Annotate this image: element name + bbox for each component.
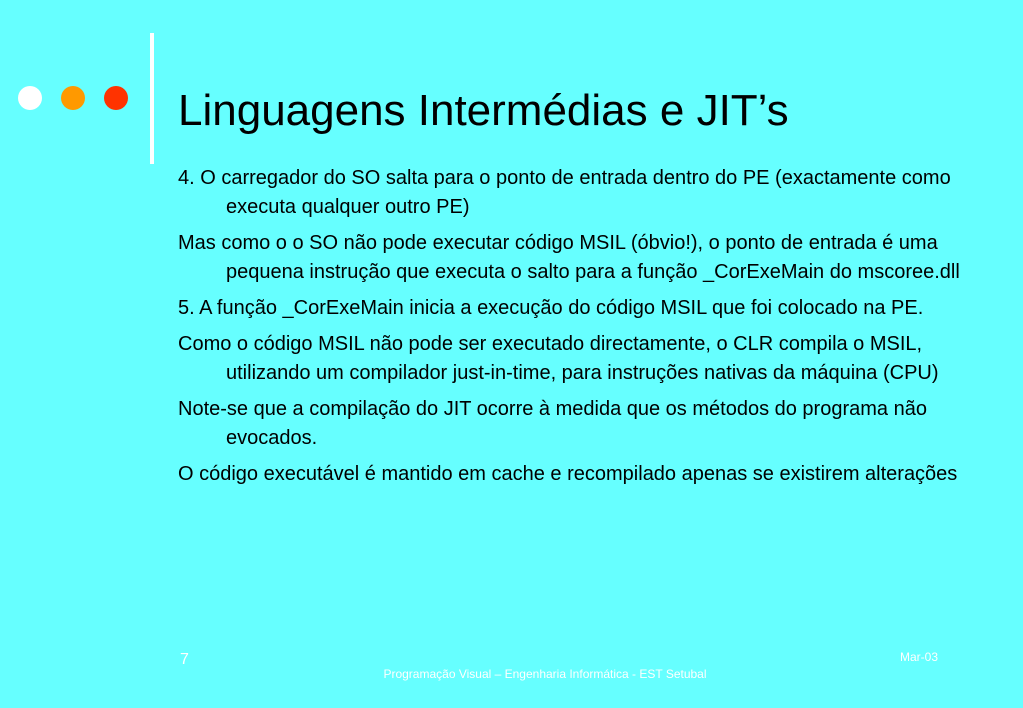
slide-title: Linguagens Intermédias e JIT’s <box>178 86 789 135</box>
page-number: 7 <box>180 651 189 668</box>
footer-text: Programação Visual – Engenharia Informática - EST Setubal <box>383 667 707 681</box>
body-paragraph: 4. O carregador do SO salta para o ponto de entrada dentro do PE (exactamente como executa qualquer outro PE) <box>178 167 951 218</box>
vertical-divider <box>150 33 154 164</box>
body-paragraph: Note-se que a compilação do JIT ocorre à medida que os métodos do programa não evocados. <box>178 398 927 449</box>
footer-date: Mar-03 <box>900 650 939 664</box>
body-paragraph: Mas como o o SO não pode executar código MSIL (óbvio!), o ponto de entrada é uma pequena instrução que executa o salto para a função _CorExeMain do mscoree.dll <box>178 232 960 283</box>
body-paragraph: 5. A função _CorExeMain inicia a execução do código MSIL que foi colocado na PE. <box>178 297 924 319</box>
body-paragraph: O código executável é mantido em cache e recompilado apenas se existirem alterações <box>178 463 958 485</box>
white-dot-decoration <box>18 86 42 110</box>
orange-dot-decoration <box>61 86 85 110</box>
red-dot-decoration <box>104 86 128 110</box>
body-paragraph: Como o código MSIL não pode ser executado directamente, o CLR compila o MSIL, utilizando um compilador just-in-time, para instruções nativas da máquina (CPU) <box>178 333 939 384</box>
slide-body <box>178 164 978 496</box>
